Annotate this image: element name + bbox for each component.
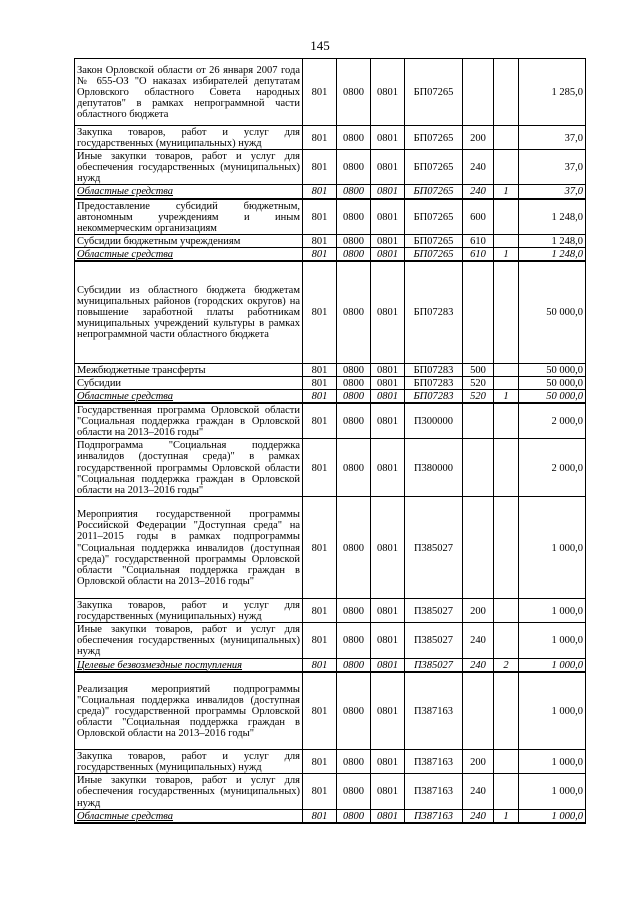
amount-cell: 50 000,0 [519, 261, 586, 363]
ministry-code-cell: 801 [303, 126, 337, 150]
subsection-code-cell: 0801 [371, 389, 405, 403]
target-article-code-cell: БП07265 [405, 59, 463, 126]
funding-source-code-cell: 1 [494, 247, 519, 261]
funding-source-code-cell: 2 [494, 658, 519, 672]
item-name-cell: Субсидии бюджетным учреждениям [75, 234, 303, 247]
funding-source-row [75, 247, 586, 261]
section-code-cell: 0800 [337, 774, 371, 809]
subsection-code-cell: 0801 [371, 247, 405, 261]
table-row [75, 672, 586, 750]
expense-type-code-cell: 500 [463, 363, 494, 376]
section-code-cell: 0800 [337, 247, 371, 261]
expense-type-code-cell: 240 [463, 150, 494, 185]
subsection-code-cell: 0801 [371, 150, 405, 185]
ministry-code-cell: 801 [303, 750, 337, 774]
target-article-code-cell: П385027 [405, 599, 463, 623]
item-name-cell: Областные средства [75, 389, 303, 403]
section-code-cell: 0800 [337, 199, 371, 235]
item-name-cell: Межбюджетные трансферты [75, 363, 303, 376]
amount-cell: 1 000,0 [519, 809, 586, 823]
item-name-cell: Мероприятия государственной программы Российской Федерации "Доступная среда" на 2011–2015 годы в рамках подпрограммы "Социальная поддержка инвалидов (доступная среда)" государственной программы Орловской области "Социальная поддержка граждан в Орловской области на 2013–2016 годы" [75, 497, 303, 599]
item-name-cell: Субсидии [75, 376, 303, 389]
table-row [75, 234, 586, 247]
amount-cell: 1 285,0 [519, 59, 586, 126]
subsection-code-cell: 0801 [371, 376, 405, 389]
target-article-code-cell: П385027 [405, 497, 463, 599]
section-code-cell: 0800 [337, 363, 371, 376]
target-article-code-cell: П385027 [405, 658, 463, 672]
item-name-cell: Иные закупки товаров, работ и услуг для обеспечения государственных (муниципальных) нужд [75, 150, 303, 185]
section-code-cell: 0800 [337, 59, 371, 126]
funding-source-code-cell [494, 623, 519, 658]
funding-source-row [75, 389, 586, 403]
funding-source-code-cell [494, 376, 519, 389]
page-number: 145 [310, 38, 330, 53]
subsection-code-cell: 0801 [371, 750, 405, 774]
funding-source-code-cell [494, 497, 519, 599]
target-article-code-cell: П387163 [405, 672, 463, 750]
table-row [75, 126, 586, 150]
section-code-cell: 0800 [337, 672, 371, 750]
table-row [75, 376, 586, 389]
subsection-code-cell: 0801 [371, 497, 405, 599]
target-article-code-cell: БП07283 [405, 389, 463, 403]
amount-cell: 2 000,0 [519, 403, 586, 439]
item-name-cell: Государственная программа Орловской области "Социальная поддержка граждан в Орловской области на 2013–2016 годы" [75, 403, 303, 439]
ministry-code-cell: 801 [303, 376, 337, 389]
expense-type-code-cell [463, 403, 494, 439]
funding-source-code-cell [494, 599, 519, 623]
expense-type-code-cell: 240 [463, 185, 494, 199]
section-code-cell: 0800 [337, 750, 371, 774]
funding-source-code-cell [494, 439, 519, 497]
amount-cell: 1 000,0 [519, 623, 586, 658]
funding-source-code-cell: 1 [494, 185, 519, 199]
section-code-cell: 0800 [337, 623, 371, 658]
table-body [75, 59, 586, 823]
subsection-code-cell: 0801 [371, 59, 405, 126]
table-row [75, 261, 586, 363]
target-article-code-cell: П387163 [405, 750, 463, 774]
ministry-code-cell: 801 [303, 389, 337, 403]
subsection-code-cell: 0801 [371, 261, 405, 363]
item-name-cell: Подпрограмма "Социальная поддержка инвалидов (доступная среда)" в рамках государственной программы Орловской области "Социальная поддержка граждан в Орловской области на 2013–2016 годы" [75, 439, 303, 497]
target-article-code-cell: БП07265 [405, 126, 463, 150]
section-code-cell: 0800 [337, 439, 371, 497]
section-code-cell: 0800 [337, 261, 371, 363]
ministry-code-cell: 801 [303, 185, 337, 199]
subsection-code-cell: 0801 [371, 185, 405, 199]
table-row [75, 59, 586, 126]
table-row [75, 599, 586, 623]
table-row [75, 497, 586, 599]
ministry-code-cell: 801 [303, 809, 337, 823]
target-article-code-cell: П385027 [405, 623, 463, 658]
ministry-code-cell: 801 [303, 247, 337, 261]
item-name-cell: Реализация мероприятий подпрограммы "Социальная поддержка инвалидов (доступная среда)" государственной программы Орловской области "Социальная поддержка граждан в Орловской области на 2013–2016 годы" [75, 672, 303, 750]
section-code-cell: 0800 [337, 234, 371, 247]
item-name-cell: Областные средства [75, 185, 303, 199]
expense-type-code-cell: 200 [463, 750, 494, 774]
subsection-code-cell: 0801 [371, 774, 405, 809]
section-code-cell: 0800 [337, 389, 371, 403]
subsection-code-cell: 0801 [371, 126, 405, 150]
section-code-cell: 0800 [337, 497, 371, 599]
target-article-code-cell: БП07265 [405, 150, 463, 185]
target-article-code-cell: П300000 [405, 403, 463, 439]
expense-type-code-cell [463, 59, 494, 126]
funding-source-code-cell [494, 750, 519, 774]
target-article-code-cell: БП07265 [405, 185, 463, 199]
item-name-cell: Закон Орловской области от 26 января 2007 года № 655-ОЗ "О наказах избирателей депутатам Орловского областного Совета народных депутатов" в рамках непрограммной части областного бюджета [75, 59, 303, 126]
budget-table [74, 58, 586, 824]
funding-source-code-cell [494, 774, 519, 809]
funding-source-code-cell [494, 150, 519, 185]
table-row [75, 403, 586, 439]
amount-cell: 1 000,0 [519, 658, 586, 672]
amount-cell: 50 000,0 [519, 363, 586, 376]
subsection-code-cell: 0801 [371, 199, 405, 235]
ministry-code-cell: 801 [303, 672, 337, 750]
section-code-cell: 0800 [337, 403, 371, 439]
item-name-cell: Областные средства [75, 809, 303, 823]
table-row [75, 750, 586, 774]
funding-source-code-cell [494, 234, 519, 247]
funding-source-code-cell [494, 59, 519, 126]
funding-source-code-cell [494, 199, 519, 235]
target-article-code-cell: БП07265 [405, 247, 463, 261]
subsection-code-cell: 0801 [371, 234, 405, 247]
expense-type-code-cell: 200 [463, 599, 494, 623]
expense-type-code-cell [463, 497, 494, 599]
ministry-code-cell: 801 [303, 623, 337, 658]
expense-type-code-cell: 240 [463, 774, 494, 809]
item-name-cell: Закупка товаров, работ и услуг для государственных (муниципальных) нужд [75, 599, 303, 623]
ministry-code-cell: 801 [303, 59, 337, 126]
item-name-cell: Субсидии из областного бюджета бюджетам муниципальных районов (городских округов) на повышение заработной платы работникам муниципальных учреждений культуры в рамках непрограммной части областного бюджета [75, 261, 303, 363]
target-article-code-cell: БП07283 [405, 261, 463, 363]
funding-source-code-cell [494, 261, 519, 363]
target-article-code-cell: П387163 [405, 809, 463, 823]
target-article-code-cell: БП07265 [405, 199, 463, 235]
table-row [75, 150, 586, 185]
expense-type-code-cell: 610 [463, 234, 494, 247]
ministry-code-cell: 801 [303, 599, 337, 623]
ministry-code-cell: 801 [303, 150, 337, 185]
table-row [75, 199, 586, 235]
ministry-code-cell: 801 [303, 658, 337, 672]
amount-cell: 1 000,0 [519, 672, 586, 750]
ministry-code-cell: 801 [303, 439, 337, 497]
funding-source-code-cell [494, 672, 519, 750]
target-article-code-cell: П387163 [405, 774, 463, 809]
ministry-code-cell: 801 [303, 363, 337, 376]
item-name-cell: Иные закупки товаров, работ и услуг для обеспечения государственных (муниципальных) нужд [75, 774, 303, 809]
expense-type-code-cell [463, 672, 494, 750]
subsection-code-cell: 0801 [371, 658, 405, 672]
section-code-cell: 0800 [337, 126, 371, 150]
amount-cell: 50 000,0 [519, 389, 586, 403]
target-article-code-cell: П380000 [405, 439, 463, 497]
amount-cell: 1 000,0 [519, 774, 586, 809]
expense-type-code-cell: 240 [463, 809, 494, 823]
funding-source-row [75, 809, 586, 823]
funding-source-row [75, 658, 586, 672]
amount-cell: 1 248,0 [519, 199, 586, 235]
target-article-code-cell: БП07283 [405, 363, 463, 376]
amount-cell: 1 000,0 [519, 750, 586, 774]
funding-source-code-cell: 1 [494, 809, 519, 823]
expense-type-code-cell: 240 [463, 658, 494, 672]
subsection-code-cell: 0801 [371, 672, 405, 750]
expense-type-code-cell: 520 [463, 376, 494, 389]
item-name-cell: Закупка товаров, работ и услуг для государственных (муниципальных) нужд [75, 750, 303, 774]
item-name-cell: Целевые безвозмездные поступления [75, 658, 303, 672]
ministry-code-cell: 801 [303, 403, 337, 439]
item-name-cell: Иные закупки товаров, работ и услуг для обеспечения государственных (муниципальных) нужд [75, 623, 303, 658]
section-code-cell: 0800 [337, 376, 371, 389]
table-row [75, 623, 586, 658]
ministry-code-cell: 801 [303, 234, 337, 247]
item-name-cell: Предоставление субсидий бюджетным, автономным учреждениям и иным некоммерческим организациям [75, 199, 303, 235]
funding-source-code-cell [494, 403, 519, 439]
amount-cell: 1 248,0 [519, 247, 586, 261]
target-article-code-cell: БП07265 [405, 234, 463, 247]
subsection-code-cell: 0801 [371, 623, 405, 658]
amount-cell: 1 248,0 [519, 234, 586, 247]
funding-source-code-cell [494, 363, 519, 376]
ministry-code-cell: 801 [303, 199, 337, 235]
amount-cell: 37,0 [519, 126, 586, 150]
funding-source-row [75, 185, 586, 199]
amount-cell: 1 000,0 [519, 497, 586, 599]
expense-type-code-cell: 520 [463, 389, 494, 403]
amount-cell: 50 000,0 [519, 376, 586, 389]
table-row [75, 363, 586, 376]
amount-cell: 37,0 [519, 185, 586, 199]
expense-type-code-cell: 600 [463, 199, 494, 235]
section-code-cell: 0800 [337, 809, 371, 823]
section-code-cell: 0800 [337, 185, 371, 199]
funding-source-code-cell: 1 [494, 389, 519, 403]
funding-source-code-cell [494, 126, 519, 150]
subsection-code-cell: 0801 [371, 599, 405, 623]
section-code-cell: 0800 [337, 150, 371, 185]
expense-type-code-cell: 200 [463, 126, 494, 150]
subsection-code-cell: 0801 [371, 809, 405, 823]
expense-type-code-cell [463, 261, 494, 363]
expense-type-code-cell: 240 [463, 623, 494, 658]
amount-cell: 1 000,0 [519, 599, 586, 623]
table-row [75, 774, 586, 809]
subsection-code-cell: 0801 [371, 439, 405, 497]
table-row [75, 439, 586, 497]
item-name-cell: Закупка товаров, работ и услуг для государственных (муниципальных) нужд [75, 126, 303, 150]
section-code-cell: 0800 [337, 599, 371, 623]
amount-cell: 2 000,0 [519, 439, 586, 497]
ministry-code-cell: 801 [303, 261, 337, 363]
expense-type-code-cell: 610 [463, 247, 494, 261]
expense-type-code-cell [463, 439, 494, 497]
ministry-code-cell: 801 [303, 497, 337, 599]
subsection-code-cell: 0801 [371, 363, 405, 376]
target-article-code-cell: БП07283 [405, 376, 463, 389]
amount-cell: 37,0 [519, 150, 586, 185]
subsection-code-cell: 0801 [371, 403, 405, 439]
section-code-cell: 0800 [337, 658, 371, 672]
ministry-code-cell: 801 [303, 774, 337, 809]
item-name-cell: Областные средства [75, 247, 303, 261]
